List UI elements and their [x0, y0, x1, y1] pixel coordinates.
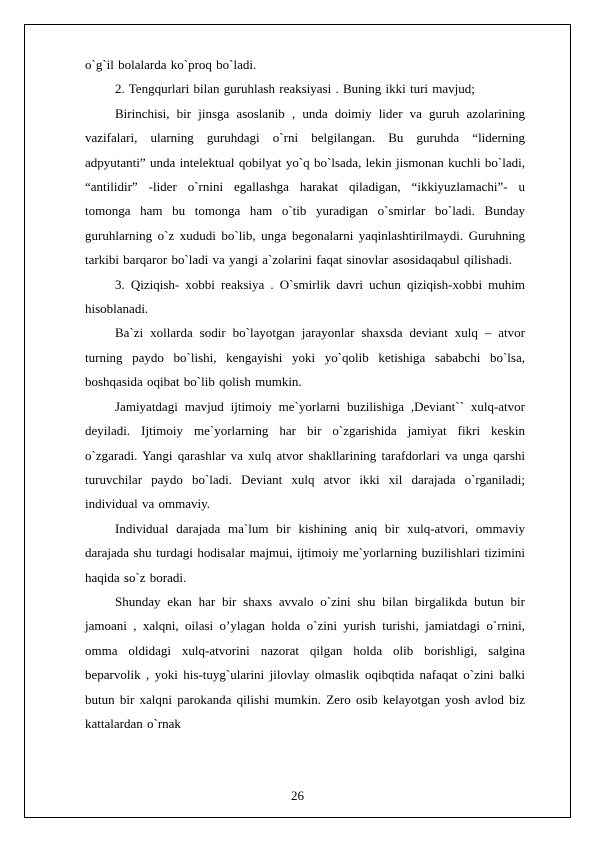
- page-number: 26: [291, 788, 304, 803]
- paragraph-2: 2. Tengqurlari bilan guruhlash reaksiyasi . Buning ikki turi mavjud;: [115, 81, 475, 97]
- paragraph-3: Birinchisi, bir jinsga asoslanib , unda doimiy lider va guruh azolarining vazifalari, ularning guruhdagi o`rni belgilangan. Bu guruhda “liderning adpyutanti” unda intelektual qobilyat yo`q bo`lsada, lekin jismonan kuchli bo`ladi, “antilidir” -lider o`rnini egallashga harakat qiladigan, “ikkiyuzlamachi”- u tomonga ham bu tomonga ham o`tib yuradigan o`smirlar bo`ladi. Bunday guruhlarning o`z xududi bo`lib, unga begonalarni yaqinlashtirilmaydi. Guruhning tarkibi barqaror bo`ladi va yangi a`zolarini faqat sinovlar asosidaqabul qilishadi.: [85, 105, 525, 268]
- paragraph-7: Individual darajada ma`lum bir kishining aniq bir xulq-atvori, ommaviy darajada shu turdagi hodisalar majmui, ijtimoiy me`yorlarning buzilishlari tizimini haqida so`z boradi.: [85, 520, 525, 585]
- document-body: [85, 53, 525, 736]
- paragraph-4: 3. Qiziqish- xobbi reaksiya . O`smirlik davri uchun qiziqish-xobbi muhim hisoblanadi.: [85, 276, 525, 317]
- paragraph-5: Ba`zi xollarda sodir bo`layotgan jarayonlar shaxsda deviant xulq – atvor turning paydo bo`lishi, kengayishi yoki yo`qolib ketishiga sababchi bo`lsa, boshqasida oqibat bo`lib qolish mumkin.: [85, 325, 525, 390]
- paragraph-6: Jamiyatdagi mavjud ijtimoiy me`yorlarni buzilishiga ,Deviant`` xulq-atvor deyiladi. Ijtimoiy me`yorlarning har bir o`zgarishida jamiyat fikri keskin o`zgaradi. Yangi qarashlar va xulq atvor shakllarining tarafdorlari va unga qarshi turuvchilar paydo bo`ladi. Deviant xulq atvor ikki xil darajada o`rganiladi; individual va ommaviy.: [85, 398, 525, 512]
- paragraph-1: o`g`il bolalarda ko`proq bo`ladi.: [85, 57, 257, 72]
- paragraph-8: Shunday ekan har bir shaxs avvalo o`zini shu bilan birgalikda butun bir jamoani , xalqni, oilasi o’ylagan holda o`zini yurish turishi, jamiatdagi o`rnini, omma oldidagi xulq-atvorini nazorat qilgan holda olib borishligi, salgina beparvolik , yoki his-tuyg`ularini jilovlay olmaslik oqibqtida nafaqat o`zini balki butun bir xalqni parokanda qilishi mumkin. Zero osib kelayotgan yosh avlod biz kattalardan o`rnak: [85, 593, 525, 731]
